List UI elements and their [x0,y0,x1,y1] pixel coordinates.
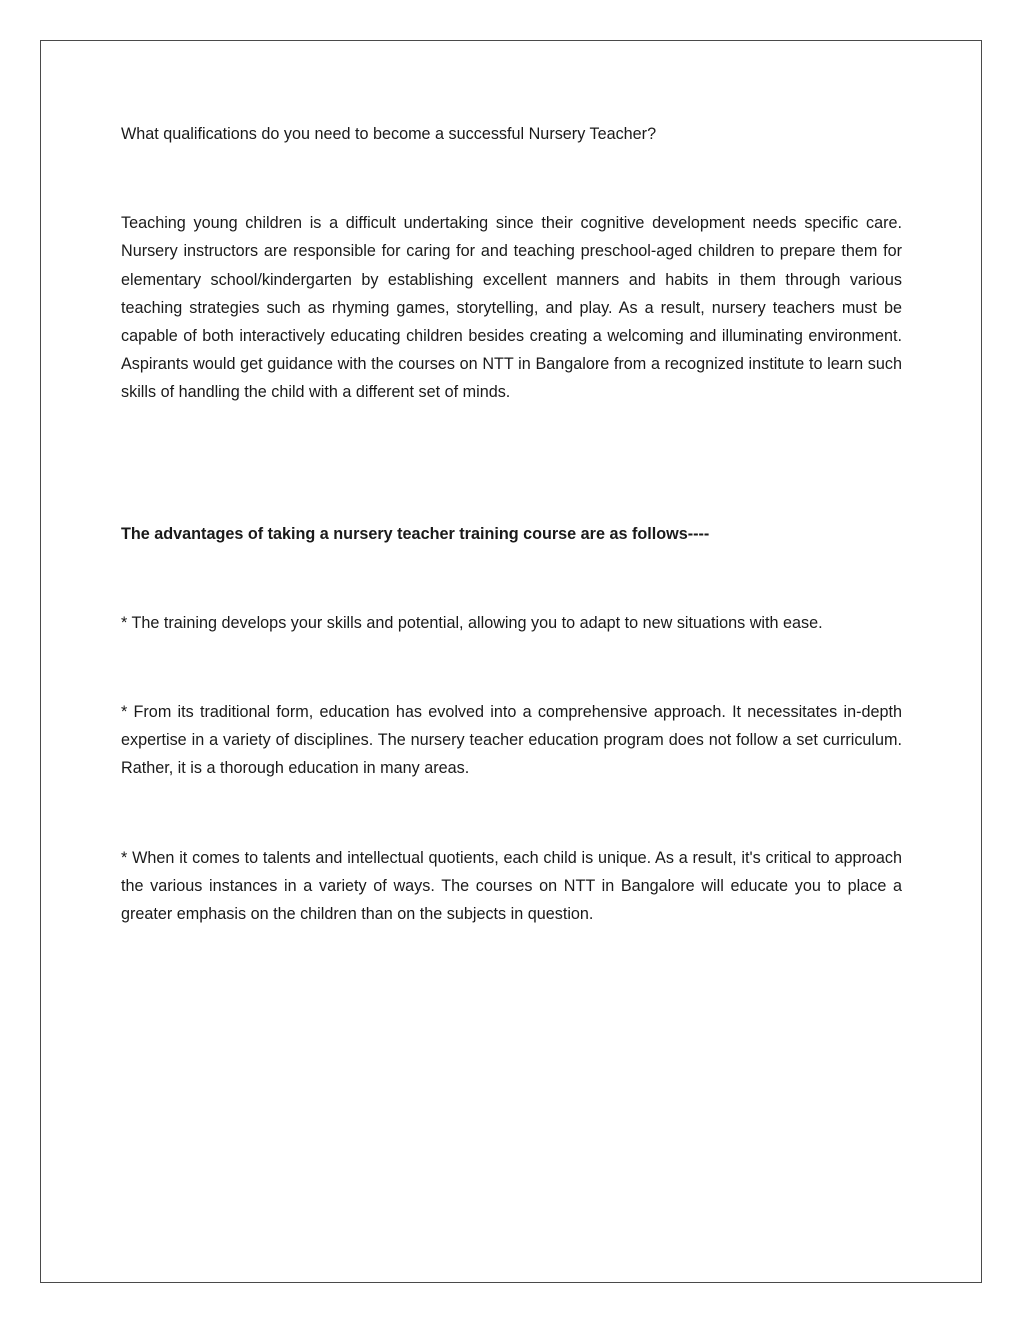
bullet-paragraph: * The training develops your skills and potential, allowing you to adapt to new situations with ease. [121,613,823,632]
bullet-paragraph: * When it comes to talents and intellectual quotients, each child is unique. As a result, it's critical to approach the various instances in a variety of ways. The courses on NTT in Bangalore will educate you to place a greater emphasis on the children than on the subjects in question. [121,848,902,924]
intro-paragraph: Teaching young children is a difficult undertaking since their cognitive development needs specific care. Nursery instructors are responsible for caring for and teaching preschool-aged children to prepare them for elementary school/kindergarten by establishing excellent manners and habits in them through various teaching strategies such as rhyming games, storytelling, and play. As a result, nursery teachers must be capable of both interactively educating children besides creating a welcoming and illuminating environment. Aspirants would get guidance with the courses on NTT in Bangalore from a recognized institute to learn such skills of handling the child with a different set of minds. [121,214,902,402]
document-body [121,120,902,928]
page-title: What qualifications do you need to become a successful Nursery Teacher? [121,125,657,143]
bullet-paragraph: * From its traditional form, education has evolved into a comprehensive approach. It necessitates in-depth expertise in a variety of disciplines. The nursery teacher education program does not follow a set curriculum. Rather, it is a thorough education in many areas. [121,703,902,778]
advantages-heading: The advantages of taking a nursery teacher training course are as follows---- [121,524,710,543]
